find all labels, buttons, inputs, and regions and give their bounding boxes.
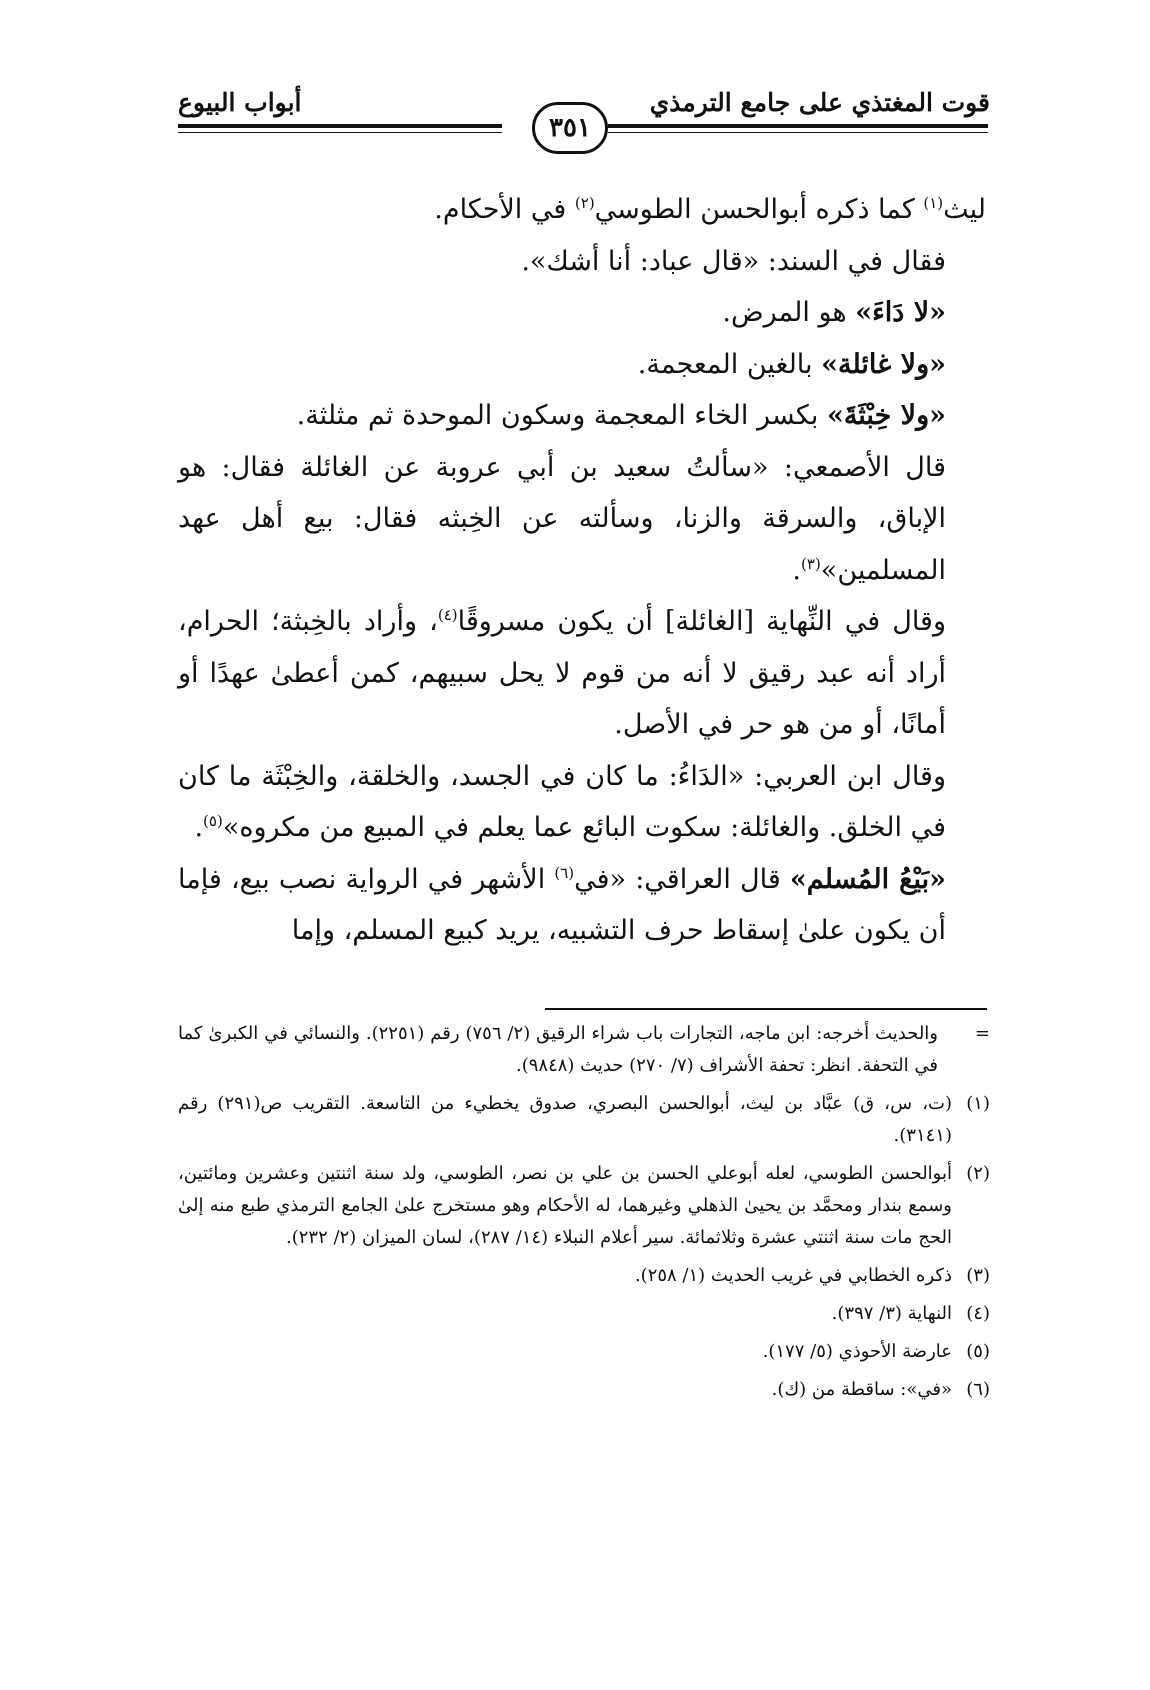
paragraph	[178, 184, 986, 236]
footnote-number: (٥)	[966, 1341, 990, 1362]
keyword: «ولا غائلة»	[821, 348, 946, 380]
text-run: .	[792, 554, 802, 586]
footnote-item	[178, 1260, 990, 1292]
footnote-text: ذكره الخطابي في غريب الحديث (١/ ٢٥٨).	[634, 1265, 952, 1286]
footnote-separator	[545, 1008, 987, 1010]
paragraph	[178, 390, 986, 442]
main-text	[178, 184, 986, 957]
text-run: قال العراقي: «في	[574, 863, 790, 895]
footnote-ref: (٣)	[801, 554, 821, 573]
footnote-number: (٣)	[966, 1265, 990, 1286]
header-rule-right-thin	[608, 132, 988, 133]
footnote-ref: (٦)	[554, 863, 575, 882]
keyword: «لا دَاءَ»	[855, 297, 946, 328]
text-run: ، وأراد بالخِبثة؛ الحرام، أراد أنه عبد رقيق لا أنه من قوم لا يحل سبيهم، كمن أعطىٰ عهدًا أو أمانًا، أو من هو حر في الأصل.	[178, 606, 946, 740]
paragraph	[178, 442, 986, 597]
footnote-continuation: والحديث أخرجه: ابن ماجه، التجارات باب شراء الرقيق (٢/ ٧٥٦) رقم (٢٢٥١). والنسائي في الكبرىٰ كما في التحفة. انظر: تحفة الأشراف (٧/ ٢٧٠) حديث (٩٨٤٨).	[178, 1023, 938, 1076]
page-number: ٣٥١	[532, 102, 608, 154]
book-title: قوت المغتذي على جامع الترمذي	[649, 88, 990, 117]
text-run: بالغين المعجمة.	[637, 348, 822, 380]
footnote-text: النهاية (٣/ ٣٩٧).	[831, 1303, 952, 1324]
footnote-item	[178, 1298, 990, 1330]
footnote-text: «في»: ساقطة من (ك).	[771, 1379, 952, 1400]
text-run: بكسر الخاء المعجمة وسكون الموحدة ثم مثلثة.	[296, 400, 827, 431]
footnote-item	[178, 1088, 990, 1152]
footnote-item	[178, 1374, 990, 1406]
footnote-number: (٦)	[966, 1379, 990, 1400]
text-run: كما ذكره أبوالحسن الطوسي	[594, 194, 924, 225]
footnote-number: (٢)	[966, 1163, 990, 1184]
paragraph	[178, 854, 986, 957]
paragraph	[178, 596, 986, 751]
footnote-text: أبوالحسن الطوسي، لعله أبوعلي الحسن بن علي بن نصر، الطوسي، ولد سنة اثنتين وعشرين ومائتين، وسمع بندار ومحمَّد بن يحيىٰ الذهلي وغيرهما، له الأحكام وهو مستخرج علىٰ الجامع الترمذي طبع منه إلىٰ الحج مات سنة اثنتي عشرة وثلاثمائة. سير أعلام النبلاء (١٤/ ٢٨٧)، لسان الميزان (٢/ ٢٣٢).	[178, 1163, 952, 1248]
footnote-item	[178, 1336, 990, 1368]
continuation-marker: =	[974, 1023, 990, 1044]
chapter-title: أبواب البيوع	[178, 88, 302, 117]
paragraph	[178, 339, 986, 391]
footnote-number: (٤)	[966, 1303, 990, 1324]
footnotes	[178, 1018, 990, 1412]
text-run: وقال ابن العربي: «الدَاءُ: ما كان في الجسد، والخلقة، والخِبْثَة ما كان في الخلق. والغائلة: سكوت البائع عما يعلم في المبيع من مكروه»	[178, 760, 946, 843]
text-run: هو المرض.	[722, 297, 856, 328]
paragraph	[178, 287, 986, 339]
keyword: «بَيْعُ المُسلم»	[789, 863, 947, 895]
text-run: الأشهر في الرواية نصب بيع، فإما أن يكون علىٰ إسقاط حرف التشبيه، يريد كبيع المسلم، وإما	[178, 863, 946, 946]
header-rule-left-thick	[178, 124, 502, 128]
header-rule-right-thick	[608, 124, 988, 128]
footnote-text: عارضة الأحوذي (٥/ ١٧٧).	[762, 1341, 952, 1362]
footnote-continuation-block	[178, 1018, 990, 1082]
footnote-number: (١)	[966, 1093, 990, 1114]
footnote-item	[178, 1158, 990, 1254]
text-run: في الأحكام.	[434, 194, 575, 225]
text-run: قال الأصمعي: «سألتُ سعيد بن أبي عروبة عن الغائلة فقال: هو الإباق، والسرقة والزنا، وسألته عن الخِبثه فقال: بيع أهل عهد المسلمين»	[178, 451, 946, 586]
text-run: .	[194, 812, 204, 843]
footnote-ref: (٥)	[203, 812, 223, 830]
header-rule-left-thin	[178, 132, 502, 133]
footnote-text: (ت، س، ق) عبَّاد بن ليث، أبوالحسن البصري، صدوق يخطيء من التاسعة. التقريب ص(٢٩١) رقم (٣١٤١).	[178, 1093, 952, 1146]
text-run: ليث	[943, 194, 986, 225]
footnote-ref: (٢)	[574, 194, 595, 212]
paragraph	[178, 751, 986, 854]
keyword: «ولا خِبْثَةَ»	[826, 400, 946, 431]
footnote-ref: (٤)	[437, 606, 458, 624]
text-run: وقال في النِّهاية [الغائلة] أن يكون مسروقًا	[457, 606, 946, 637]
footnote-ref: (١)	[923, 194, 944, 212]
paragraph: فقال في السند: «قال عباد: أنا أشك».	[521, 245, 946, 277]
